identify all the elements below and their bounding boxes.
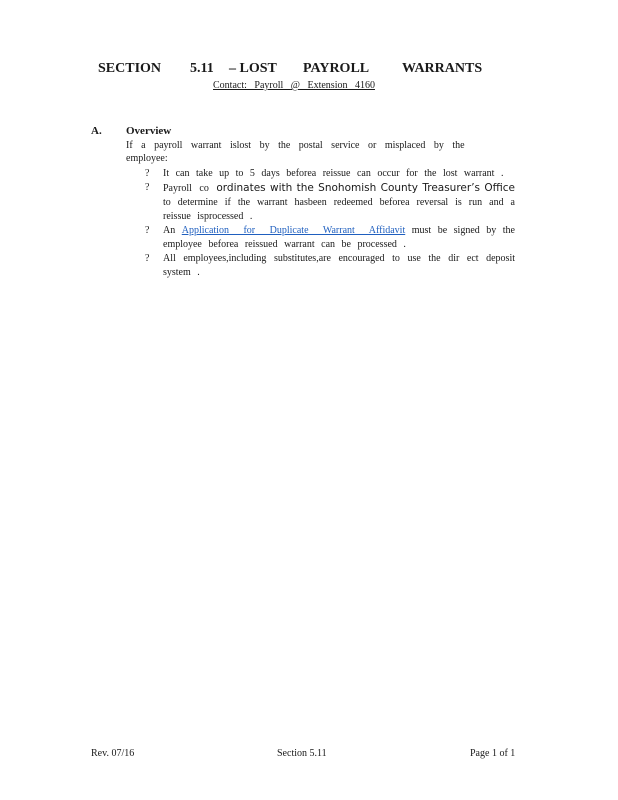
title-lost: – LOST xyxy=(229,61,277,76)
bullet-mark: ? xyxy=(145,253,150,264)
bullet-mark: ? xyxy=(145,225,150,236)
bullet-text-part: ordinates with the Snohomish County Treasurer’s Office xyxy=(216,182,516,194)
contact-line: Contact: Payroll @ Extension 4160 xyxy=(213,80,375,91)
title-section-number: 5.11 xyxy=(190,61,214,76)
footer-revision: Rev. 07/16 xyxy=(91,748,135,759)
bullet-mark: ? xyxy=(145,182,150,193)
bullet-text: All employees,including substitutes,are encouraged to use the dir ect deposit system . xyxy=(163,253,515,278)
list-item xyxy=(145,181,515,224)
intro-paragraph: If a payroll warrant islost by the postal service or misplaced by the employee: xyxy=(126,140,465,164)
title-payroll: PAYROLL xyxy=(303,61,370,76)
list-item xyxy=(145,224,515,252)
bullet-text-part: to determine if the warrant hasbeen redeemed beforea reversal is run and a reissue isprocessed . xyxy=(163,197,515,222)
footer-page-number: Page 1 of 1 xyxy=(470,748,516,759)
bullet-text-part: must be signed by the employee beforea reissued warrant can be processed . xyxy=(163,225,515,250)
list-item xyxy=(145,167,515,181)
section-heading: Overview xyxy=(126,125,172,137)
title-section-word: SECTION xyxy=(98,61,162,76)
bullet-text xyxy=(163,224,515,252)
title-warrants: WARRANTS xyxy=(402,61,483,76)
bullet-text-part: Payroll co xyxy=(163,183,209,194)
section-letter: A. xyxy=(91,125,102,137)
footer-section: Section 5.11 xyxy=(277,748,327,759)
bullet-text-part: An xyxy=(163,225,176,236)
bullet-text xyxy=(163,181,515,224)
bullet-mark: ? xyxy=(145,168,150,179)
bullet-text: It can take up to 5 days beforea reissue can occur for the lost warrant . xyxy=(163,168,504,179)
list-item xyxy=(145,252,515,280)
duplicate-warrant-affidavit-link[interactable]: Application for Duplicate Warrant Affidavit xyxy=(181,225,406,236)
bullet-list xyxy=(145,167,515,280)
